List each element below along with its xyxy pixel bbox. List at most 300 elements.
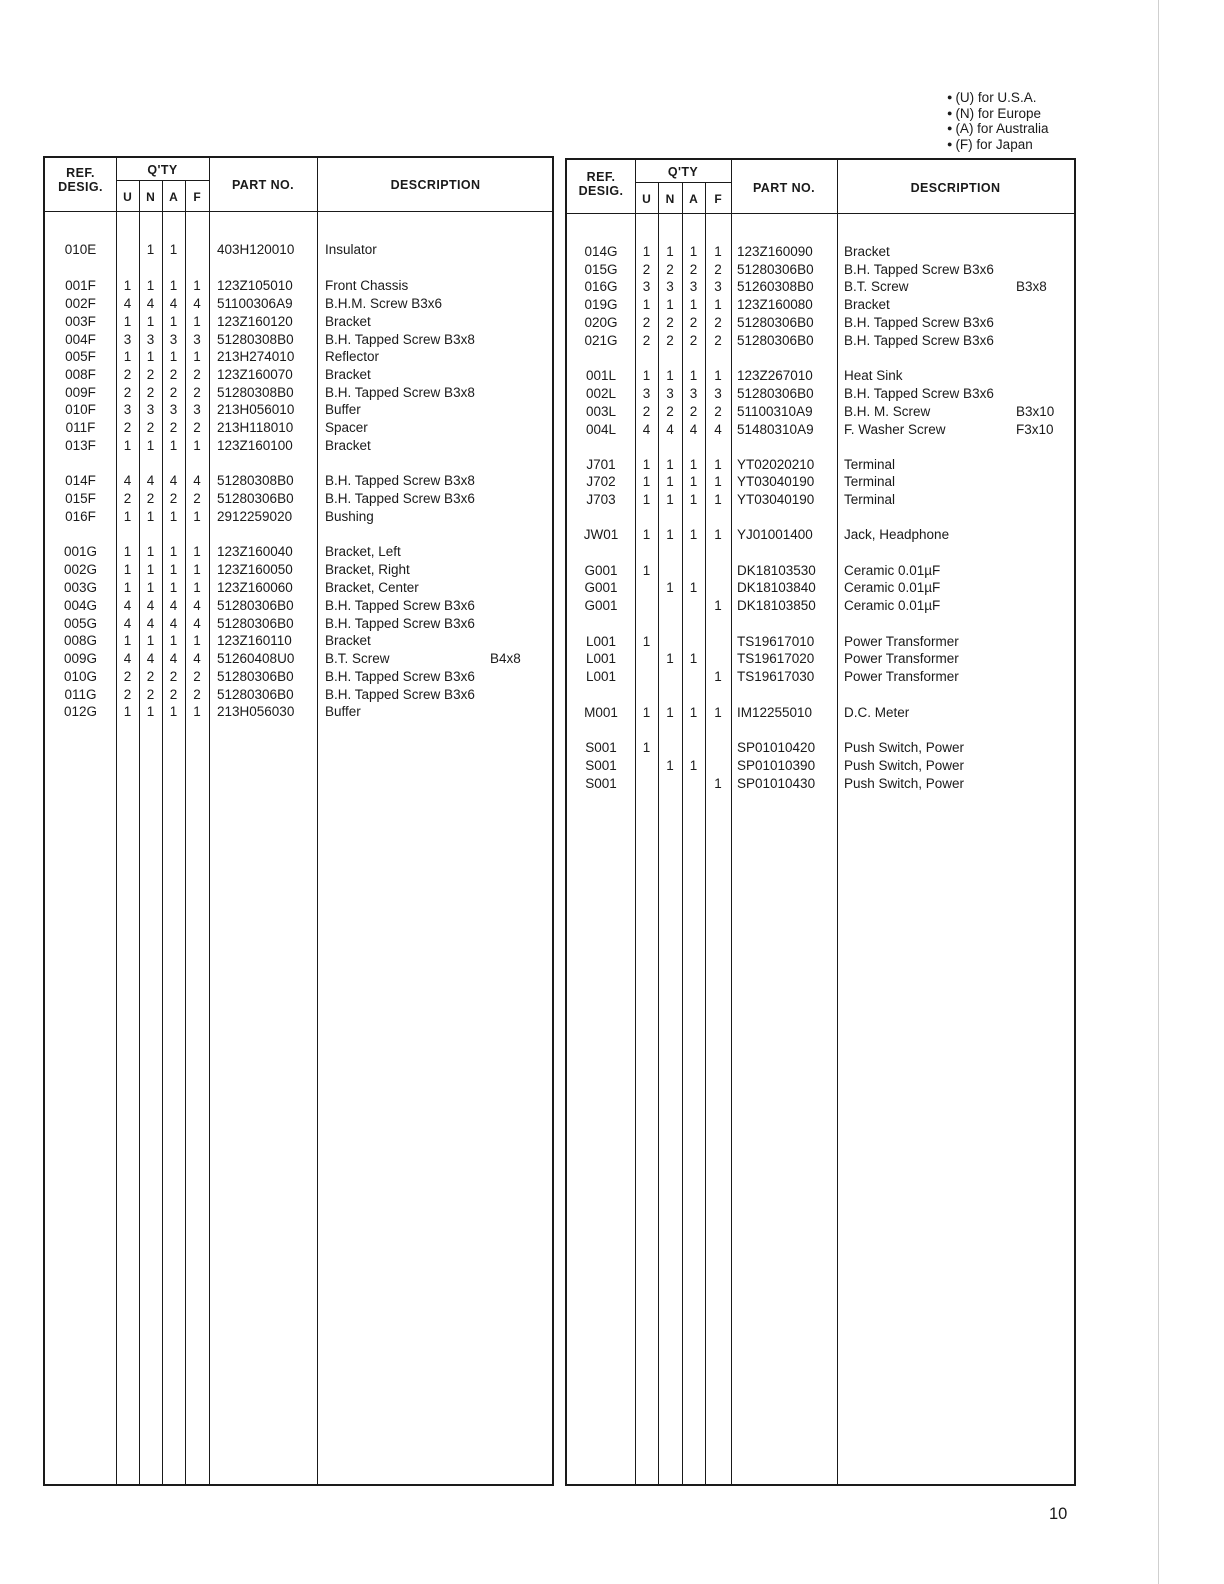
description: Bracket, Right — [325, 562, 410, 577]
qty-u: 2 — [123, 420, 132, 435]
ref-desig: J701 — [586, 457, 616, 472]
qty-n: 1 — [146, 278, 155, 293]
qty-f: 2 — [193, 491, 201, 506]
qty-u: 4 — [123, 616, 132, 631]
qty-u: 2 — [123, 687, 132, 702]
parts-row — [567, 579, 1074, 597]
parts-row — [45, 384, 552, 402]
part-number: 123Z160100 — [217, 438, 293, 453]
qty-u: 1 — [123, 580, 132, 595]
ref-desig: 008G — [63, 633, 98, 648]
ref-desig: 016G — [584, 279, 618, 294]
description: Bracket — [325, 438, 371, 453]
qty-f: 1 — [714, 776, 722, 791]
qty-a: 4 — [169, 616, 178, 631]
qty-n: 1 — [146, 704, 155, 719]
page-edge — [1158, 0, 1159, 1584]
ref-desig: JW01 — [583, 527, 619, 542]
description: Bracket — [325, 367, 371, 382]
part-number: 51280306B0 — [217, 669, 294, 684]
parts-row — [567, 403, 1074, 421]
qty-a: 1 — [169, 580, 178, 595]
parts-row — [45, 277, 552, 295]
qty-f: 1 — [714, 457, 722, 472]
parts-row — [567, 296, 1074, 314]
qty-u: 4 — [123, 598, 132, 613]
qty-f: 4 — [193, 598, 201, 613]
ref-desig: 021G — [584, 333, 618, 348]
parts-row — [567, 278, 1074, 296]
qty-f: 3 — [714, 279, 722, 294]
page-number: 10 — [1049, 1505, 1068, 1523]
qty-n: 1 — [146, 242, 155, 257]
ref-desig: 003F — [65, 314, 96, 329]
qty-a: 3 — [689, 279, 698, 294]
qty-a: 2 — [169, 687, 178, 702]
ref-desig: 002F — [65, 296, 96, 311]
qty-n: 3 — [146, 402, 155, 417]
qty-n: 4 — [666, 422, 674, 437]
description: F. Washer Screw — [844, 422, 946, 437]
part-number: DK18103850 — [737, 598, 816, 613]
parts-row — [567, 597, 1074, 615]
qty-f: 2 — [193, 669, 201, 684]
description: B.H. Tapped Screw B3x6 — [844, 315, 994, 330]
description: Bracket, Left — [325, 544, 401, 559]
part-number: YJ01001400 — [737, 527, 813, 542]
ref-desig: 001G — [63, 544, 98, 559]
header-part-no: PART NO. — [753, 181, 815, 195]
qty-f: 1 — [714, 598, 722, 613]
part-number: 213H118010 — [217, 420, 294, 435]
ref-desig: 019G — [584, 297, 618, 312]
qty-u: 1 — [123, 704, 132, 719]
description: Push Switch, Power — [844, 776, 965, 791]
parts-row — [45, 579, 552, 597]
qty-n: 1 — [666, 474, 674, 489]
qty-a: 1 — [689, 705, 698, 720]
part-number: 51280308B0 — [217, 473, 294, 488]
qty-u: 1 — [642, 297, 651, 312]
qty-f: 3 — [193, 402, 201, 417]
description: B.H. Tapped Screw B3x6 — [325, 598, 475, 613]
qty-n: 1 — [666, 580, 674, 595]
description: Power Transformer — [844, 669, 959, 684]
qty-n: 4 — [146, 616, 155, 631]
qty-u: 1 — [642, 527, 651, 542]
qty-u: 1 — [642, 740, 651, 755]
ref-desig: G001 — [584, 563, 618, 578]
description: Buffer — [325, 402, 361, 417]
qty-f: 1 — [193, 704, 201, 719]
qty-f: 1 — [193, 314, 201, 329]
region-legend — [947, 90, 1048, 152]
qty-n: 4 — [146, 598, 155, 613]
qty-u: 1 — [123, 438, 132, 453]
qty-u: 4 — [123, 296, 132, 311]
part-number: TS19617010 — [737, 634, 815, 649]
qty-u: 1 — [123, 278, 132, 293]
qty-n: 1 — [666, 705, 674, 720]
qty-a: 2 — [169, 367, 178, 382]
qty-f: 2 — [714, 262, 722, 277]
header-part-no: PART NO. — [232, 178, 294, 192]
ref-desig: S001 — [585, 776, 617, 791]
qty-u: 3 — [642, 279, 651, 294]
parts-row — [567, 633, 1074, 651]
header-f: F — [193, 190, 201, 204]
qty-f: 2 — [193, 385, 201, 400]
description: Heat Sink — [844, 368, 903, 383]
ref-desig: 002G — [63, 562, 98, 577]
qty-n: 1 — [666, 297, 674, 312]
parts-row — [567, 526, 1074, 544]
ref-desig: 011F — [65, 420, 96, 435]
header-n: N — [665, 192, 675, 206]
parts-row — [567, 243, 1074, 261]
part-number: 123Z160110 — [217, 633, 292, 648]
qty-f: 2 — [714, 333, 722, 348]
part-number: DK18103530 — [737, 563, 816, 578]
qty-n: 1 — [146, 544, 155, 559]
qty-a: 1 — [689, 492, 698, 507]
parts-row — [567, 650, 1074, 668]
part-number: 123Z160080 — [737, 297, 813, 312]
description: Buffer — [325, 704, 361, 719]
ref-desig: G001 — [584, 580, 618, 595]
ref-desig: 009G — [63, 651, 98, 666]
description: Reflector — [325, 349, 380, 364]
qty-u: 2 — [123, 367, 132, 382]
description: Power Transformer — [844, 651, 959, 666]
ref-desig: 010G — [63, 669, 98, 684]
parts-row — [567, 668, 1074, 686]
part-number: 51280306B0 — [737, 333, 814, 348]
ref-desig: 015F — [65, 491, 96, 506]
qty-n: 1 — [146, 562, 155, 577]
qty-n: 1 — [666, 492, 674, 507]
qty-u: 1 — [642, 474, 651, 489]
part-number: 51280306B0 — [737, 315, 814, 330]
part-number: SP01010430 — [737, 776, 816, 791]
part-number: SP01010420 — [737, 740, 816, 755]
qty-n: 2 — [146, 491, 155, 506]
qty-a: 4 — [169, 598, 178, 613]
parts-row — [45, 313, 552, 331]
description: B.T. Screw — [844, 279, 909, 294]
ref-desig: 005F — [65, 349, 96, 364]
ref-desig: L001 — [585, 651, 617, 666]
description: Bracket — [844, 244, 890, 259]
qty-f: 1 — [193, 438, 201, 453]
parts-row — [45, 348, 552, 366]
ref-desig: L001 — [585, 669, 617, 684]
qty-u: 1 — [642, 244, 651, 259]
header-qty: Q'TY — [667, 165, 699, 179]
part-number: 213H056010 — [217, 402, 295, 417]
part-number: 213H056030 — [217, 704, 295, 719]
qty-f: 2 — [714, 315, 722, 330]
part-number: 123Z160060 — [217, 580, 293, 595]
qty-f: 1 — [193, 278, 201, 293]
qty-f: 2 — [193, 420, 201, 435]
parts-row — [567, 473, 1074, 491]
ref-desig: 001F — [65, 278, 96, 293]
qty-a: 4 — [169, 473, 178, 488]
qty-a: 1 — [169, 314, 178, 329]
qty-u: 1 — [123, 633, 132, 648]
part-number: 51280306B0 — [217, 598, 294, 613]
qty-f: 2 — [193, 367, 201, 382]
parts-row — [45, 437, 552, 455]
rows-left — [45, 158, 552, 1484]
qty-u: 3 — [642, 386, 651, 401]
qty-u: 1 — [642, 492, 651, 507]
qty-u: 3 — [123, 332, 132, 347]
qty-a: 3 — [169, 402, 178, 417]
qty-u: 2 — [642, 262, 651, 277]
qty-u: 1 — [123, 562, 132, 577]
parts-row — [45, 703, 552, 721]
ref-desig: 003L — [585, 404, 617, 419]
description: Terminal — [844, 492, 896, 507]
qty-u: 1 — [642, 634, 651, 649]
parts-row — [45, 401, 552, 419]
qty-u: 2 — [123, 669, 132, 684]
qty-n: 1 — [146, 438, 155, 453]
parts-row — [567, 385, 1074, 403]
qty-u: 1 — [642, 368, 651, 383]
qty-n: 2 — [146, 669, 155, 684]
parts-row — [567, 314, 1074, 332]
parts-row — [567, 367, 1074, 385]
parts-row — [567, 704, 1074, 722]
parts-row — [567, 491, 1074, 509]
qty-n: 1 — [666, 457, 674, 472]
qty-a: 1 — [169, 544, 178, 559]
qty-f: 1 — [714, 368, 722, 383]
parts-table-right — [565, 158, 1076, 1486]
part-number: 51280306B0 — [217, 491, 294, 506]
part-number: 51100306A9 — [217, 296, 293, 311]
parts-table-left — [43, 156, 554, 1486]
description: Terminal — [844, 474, 896, 489]
qty-f: 1 — [193, 544, 201, 559]
part-number: SP01010390 — [737, 758, 816, 773]
qty-a: 1 — [169, 704, 178, 719]
part-number: 2912259020 — [217, 509, 293, 524]
header-ref: REF. DESIG. — [58, 166, 103, 194]
qty-a: 1 — [169, 278, 178, 293]
ref-desig: 001L — [585, 368, 617, 383]
qty-f: 2 — [193, 687, 201, 702]
part-number: 51280306B0 — [737, 262, 814, 277]
qty-a: 2 — [689, 262, 698, 277]
description-size: B3x8 — [1016, 279, 1047, 294]
ref-desig: 013F — [65, 438, 96, 453]
ref-desig: 016F — [65, 509, 96, 524]
qty-n: 1 — [666, 368, 674, 383]
qty-f: 2 — [714, 404, 722, 419]
qty-a: 3 — [169, 332, 178, 347]
qty-f: 1 — [193, 580, 201, 595]
parts-row — [45, 490, 552, 508]
description: Jack, Headphone — [844, 527, 950, 542]
header-description: DESCRIPTION — [910, 181, 1001, 195]
description: B.H. Tapped Screw B3x6 — [325, 687, 475, 702]
ref-desig: J703 — [586, 492, 616, 507]
description: B.H. Tapped Screw B3x6 — [325, 491, 475, 506]
qty-a: 1 — [689, 457, 698, 472]
qty-f: 1 — [714, 474, 722, 489]
qty-n: 1 — [666, 651, 674, 666]
qty-a: 1 — [689, 758, 698, 773]
qty-u: 2 — [642, 404, 651, 419]
description: Insulator — [325, 242, 377, 257]
parts-row — [567, 739, 1074, 757]
legend-australia: ● (A) for Australia — [947, 121, 1048, 137]
qty-a: 1 — [689, 527, 698, 542]
header-u: U — [123, 190, 132, 204]
part-number: 51280308B0 — [217, 385, 294, 400]
qty-n: 1 — [146, 633, 155, 648]
header-description: DESCRIPTION — [390, 178, 481, 192]
part-number: YT03040190 — [737, 474, 815, 489]
qty-f: 4 — [193, 616, 201, 631]
qty-f: 1 — [193, 509, 201, 524]
qty-u: 1 — [123, 509, 132, 524]
description: Push Switch, Power — [844, 740, 965, 755]
ref-desig: 014F — [65, 473, 96, 488]
qty-a: 2 — [689, 404, 698, 419]
ref-desig: 005G — [63, 616, 98, 631]
description: Ceramic 0.01µF — [844, 580, 941, 595]
qty-n: 2 — [146, 687, 155, 702]
description: Power Transformer — [844, 634, 959, 649]
part-number: 123Z160070 — [217, 367, 293, 382]
qty-n: 4 — [146, 651, 155, 666]
qty-n: 2 — [146, 420, 155, 435]
qty-n: 2 — [666, 333, 674, 348]
description: Spacer — [325, 420, 368, 435]
qty-a: 2 — [689, 315, 698, 330]
qty-n: 1 — [146, 580, 155, 595]
qty-a: 1 — [169, 633, 178, 648]
ref-desig: 015G — [584, 262, 618, 277]
part-number: 51260408U0 — [217, 651, 295, 666]
parts-row — [567, 421, 1074, 439]
part-number: YT03040190 — [737, 492, 815, 507]
part-number: 51100310A9 — [737, 404, 813, 419]
parts-row — [45, 597, 552, 615]
ref-desig: 004L — [585, 422, 617, 437]
description: B.H. Tapped Screw B3x6 — [844, 262, 994, 277]
qty-f: 1 — [714, 297, 722, 312]
parts-row — [45, 543, 552, 561]
description: Bracket — [325, 633, 371, 648]
parts-row — [567, 775, 1074, 793]
qty-a: 2 — [169, 669, 178, 684]
part-number: 51280306B0 — [217, 616, 294, 631]
part-number: 51480310A9 — [737, 422, 814, 437]
header-u: U — [642, 192, 651, 206]
qty-u: 2 — [123, 385, 132, 400]
qty-a: 1 — [689, 580, 698, 595]
qty-f: 3 — [714, 386, 722, 401]
qty-u: 1 — [642, 457, 651, 472]
qty-f: 1 — [714, 527, 722, 542]
description: Push Switch, Power — [844, 758, 965, 773]
part-number: 51280306B0 — [217, 687, 294, 702]
description: B.H. Tapped Screw B3x6 — [844, 386, 994, 401]
part-number: DK18103840 — [737, 580, 816, 595]
ref-desig: L001 — [585, 634, 617, 649]
qty-n: 2 — [666, 315, 674, 330]
qty-u: 2 — [642, 315, 651, 330]
header-qty: Q'TY — [147, 163, 178, 177]
legend-japan: ● (F) for Japan — [947, 137, 1048, 153]
ref-desig: M001 — [584, 705, 618, 720]
qty-a: 1 — [169, 438, 178, 453]
ref-desig: G001 — [584, 598, 618, 613]
description: B.H. Tapped Screw B3x8 — [325, 385, 475, 400]
part-number: 51280308B0 — [217, 332, 294, 347]
description-size: B4x8 — [490, 651, 521, 666]
parts-row — [45, 632, 552, 650]
qty-n: 1 — [666, 758, 674, 773]
qty-f: 1 — [714, 492, 722, 507]
qty-f: 4 — [193, 651, 201, 666]
qty-f: 1 — [714, 705, 722, 720]
part-number: 51280306B0 — [737, 386, 814, 401]
part-number: 123Z160040 — [217, 544, 293, 559]
part-number: 403H120010 — [217, 242, 295, 257]
header-ref: REF. DESIG. — [578, 170, 624, 198]
part-number: 123Z105010 — [217, 278, 293, 293]
parts-row — [567, 757, 1074, 775]
qty-n: 1 — [146, 314, 155, 329]
qty-u: 1 — [123, 544, 132, 559]
qty-n: 2 — [666, 404, 674, 419]
description: Ceramic 0.01µF — [844, 598, 941, 613]
qty-a: 1 — [169, 349, 178, 364]
description: Terminal — [844, 457, 896, 472]
part-number: 213H274010 — [217, 349, 295, 364]
ref-desig: 004F — [65, 332, 96, 347]
parts-row — [45, 419, 552, 437]
description: Bushing — [325, 509, 374, 524]
legend-europe: ● (N) for Europe — [947, 106, 1048, 122]
ref-desig: 020G — [584, 315, 618, 330]
qty-a: 4 — [169, 296, 178, 311]
qty-a: 1 — [689, 368, 698, 383]
qty-a: 1 — [689, 651, 698, 666]
ref-desig: S001 — [585, 740, 617, 755]
qty-n: 2 — [146, 385, 155, 400]
description: B.H. Tapped Screw B3x6 — [325, 616, 475, 631]
parts-row — [45, 472, 552, 490]
description: B.H. Tapped Screw B3x6 — [325, 669, 475, 684]
ref-desig: J702 — [586, 474, 616, 489]
description: Bracket, Center — [325, 580, 419, 595]
header-n: N — [146, 190, 155, 204]
description: Bracket — [844, 297, 890, 312]
qty-f: 1 — [714, 244, 722, 259]
description: D.C. Meter — [844, 705, 910, 720]
qty-a: 2 — [689, 333, 698, 348]
part-number: TS19617030 — [737, 669, 815, 684]
qty-u: 4 — [123, 651, 132, 666]
